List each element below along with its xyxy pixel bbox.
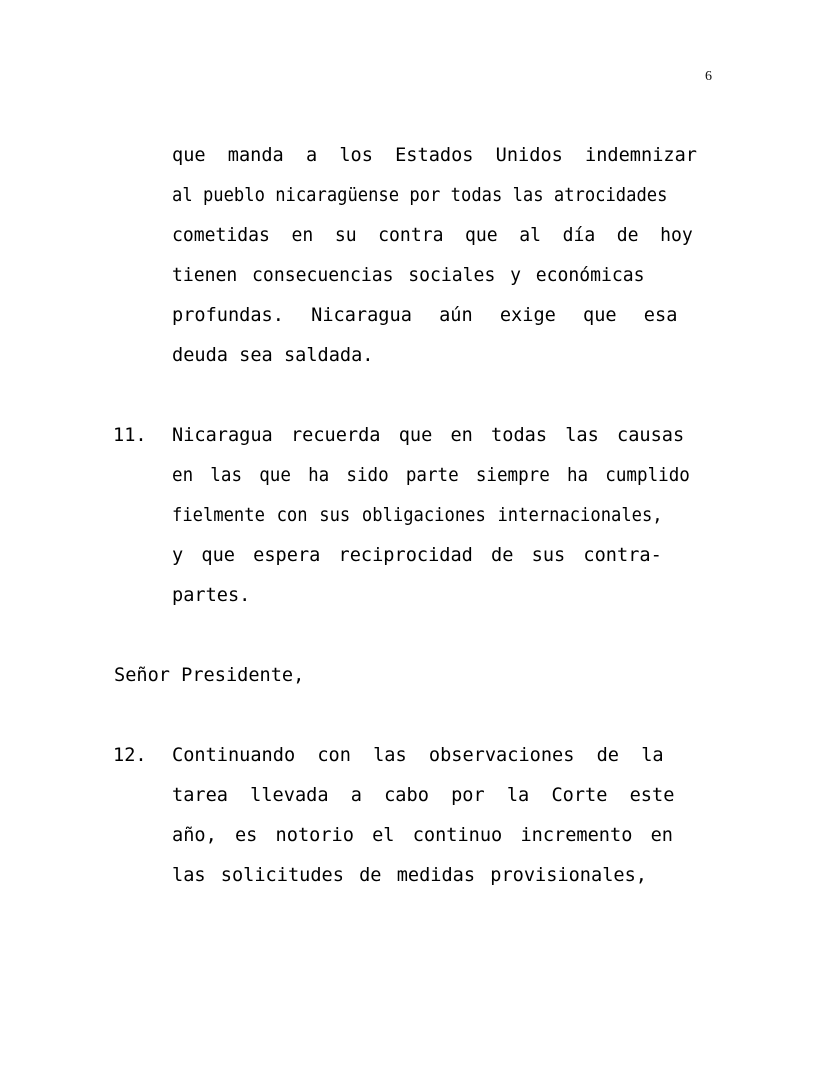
text-line <box>113 536 713 576</box>
text-line-content: al pueblo nicaragüense por todas las atrocidades <box>172 185 668 206</box>
list-marker: 12. <box>113 745 147 766</box>
paragraph-block <box>113 416 713 616</box>
text-line <box>113 256 713 296</box>
text-line <box>113 456 713 496</box>
text-line <box>113 816 713 856</box>
page-number: 6 <box>705 69 712 84</box>
text-line-content: tienen consecuencias sociales y económicas <box>172 265 645 286</box>
text-line <box>113 856 713 896</box>
text-line-content: las solicitudes de medidas provisionales, <box>172 865 647 886</box>
text-line-content: profundas. Nicaragua aún exige que esa <box>172 305 678 326</box>
text-line-content: deuda sea saldada. <box>172 345 374 366</box>
text-line <box>113 496 713 536</box>
text-line <box>113 336 713 376</box>
paragraph-block <box>113 136 713 376</box>
salutation-block <box>113 656 713 696</box>
text-line <box>113 136 713 176</box>
salutation-text: Señor Presidente, <box>114 665 305 686</box>
document-body <box>113 136 713 896</box>
text-line <box>113 576 713 616</box>
text-line-content: y que espera reciprocidad de sus contra- <box>172 545 662 566</box>
text-line-content: tarea llevada a cabo por la Corte este <box>172 785 675 806</box>
text-line <box>113 776 713 816</box>
text-line <box>113 296 713 336</box>
text-line-content: cometidas en su contra que al día de hoy <box>172 225 693 246</box>
paragraph-gap <box>113 376 713 416</box>
text-line-content: en las que ha sido parte siempre ha cumplido <box>172 465 690 486</box>
text-line-content: Nicaragua recuerda que en todas las causas <box>172 425 685 446</box>
text-line <box>113 736 713 776</box>
text-line <box>113 176 713 216</box>
text-line-content: Continuando con las observaciones de la <box>172 745 664 766</box>
list-marker: 11. <box>113 425 147 446</box>
text-line-content: que manda a los Estados Unidos indemnizar <box>172 145 697 166</box>
paragraph-gap <box>113 616 713 656</box>
paragraph-block <box>113 736 713 896</box>
text-line <box>113 216 713 256</box>
text-line-content: fielmente con sus obligaciones internacionales, <box>172 505 663 526</box>
text-line-content: partes. <box>172 585 251 606</box>
text-line <box>113 656 713 696</box>
paragraph-gap <box>113 696 713 736</box>
text-line <box>113 416 713 456</box>
text-line-content: año, es notorio el continuo incremento en <box>172 825 673 846</box>
